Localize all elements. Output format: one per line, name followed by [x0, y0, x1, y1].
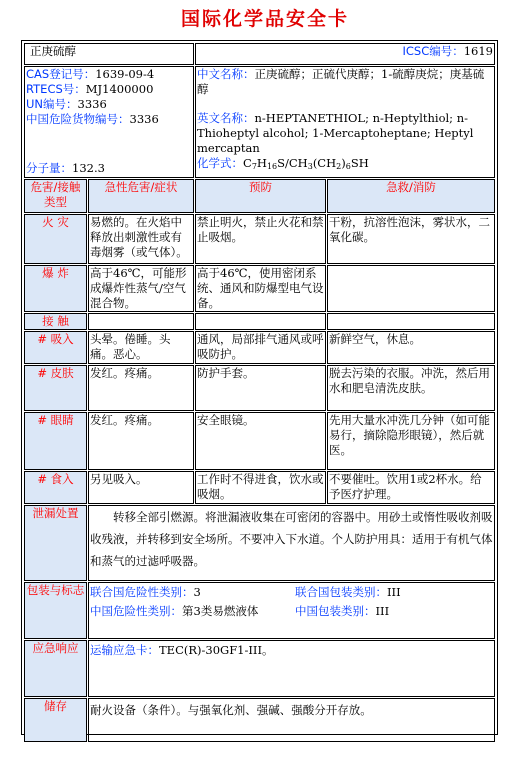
packaging-content: [88, 582, 495, 639]
packaging-line-cn: [90, 602, 493, 621]
category-inhalation: # 吸入: [24, 331, 87, 364]
storage-row: [24, 698, 495, 742]
hazard-row-inhalation: [24, 331, 495, 364]
rtecs-line: [26, 82, 192, 97]
un-class-label: 联合国危险性类别：: [90, 585, 194, 599]
hazard-row-fire: [24, 214, 495, 264]
formula-subscript: 7: [251, 162, 257, 171]
formula-subscript: 3: [307, 162, 313, 171]
icsc-label: ICSC编号：: [402, 44, 464, 58]
mw-line: [26, 161, 105, 176]
inhalation-prevention: 通风，局部排气通风或呼吸防护。: [195, 331, 326, 364]
storage-label: 储存: [24, 698, 87, 742]
emergency-label: 应急响应: [24, 640, 87, 697]
cn-dangerous-line: [26, 112, 192, 127]
category-fire: 火 灾: [24, 214, 87, 264]
formula-part: ): [341, 156, 346, 170]
header-type: 危害/接触类型: [24, 179, 87, 213]
hazard-row-contact: [24, 313, 495, 330]
cn-dangerous-value: 3336: [129, 112, 159, 126]
ingestion-symptoms: 另见吸入。: [88, 471, 194, 504]
eyes-prevention: 安全眼镜。: [195, 412, 326, 470]
un-pack-value: III: [387, 585, 401, 599]
icsc-value: 1619: [463, 44, 494, 58]
ingestion-prevention: 工作时不得进食，饮水或吸烟。: [195, 471, 326, 504]
cas-line: [26, 67, 192, 82]
formula-part: H: [256, 156, 267, 170]
page-title: 国际化学品安全卡: [180, 8, 349, 30]
rtecs-label: RTECS号：: [26, 82, 86, 96]
chemical-name: 正庚硫醇: [30, 44, 76, 58]
explosion-first-aid: [327, 265, 495, 312]
fire-prevention: 禁止明火，禁止火花和禁止吸烟。: [195, 214, 326, 264]
spill-text-content: 转移全部引燃源。将泄漏液收集在可密闭的容器中。用砂土或惰性吸收剂吸收残液，并转移到安全场所。不要冲入下水道。个人防护用具：适用于有机气体和蒸气的过滤呼吸器。: [90, 510, 493, 568]
card-table: [23, 42, 496, 743]
cn-name-line: [197, 67, 493, 97]
cas-label: CAS登记号：: [26, 67, 96, 81]
emergency-card-label: 运输应急卡：: [90, 643, 159, 657]
un-pack-label: 联合国包装类别：: [295, 585, 387, 599]
formula-part: (CH: [312, 156, 337, 170]
names-cell: [195, 66, 495, 178]
header-first-aid: 急救/消防: [327, 179, 495, 213]
emergency-row: [24, 640, 495, 697]
un-label: UN编号：: [26, 97, 78, 111]
rtecs-value: MJ1400000: [85, 82, 154, 96]
mw-label: 分子量：: [26, 161, 72, 175]
identifiers-cell: [24, 66, 194, 178]
cn-dangerous-label: 中国危险货物编号：: [26, 112, 130, 126]
ingestion-first-aid: 不要催吐。饮用1或2杯水。给予医疗护理。: [327, 471, 495, 504]
cn-class-label: 中国危险性类别：: [90, 604, 182, 618]
en-name-label: 英文名称：: [197, 111, 255, 125]
hazard-row-skin: [24, 365, 495, 411]
un-line: [26, 97, 192, 112]
header-symptoms: 急性危害/症状: [88, 179, 194, 213]
skin-prevention: 防护手套。: [195, 365, 326, 411]
icsc-cell: [195, 43, 495, 65]
formula-part: C: [243, 156, 252, 170]
category-explosion: 爆 炸: [24, 265, 87, 312]
formula-part: S/CH: [277, 156, 308, 170]
skin-symptoms: 发红。疼痛。: [88, 365, 194, 411]
skin-first-aid: 脱去污染的衣服。冲洗，然后用水和肥皂清洗皮肤。: [327, 365, 495, 411]
eyes-symptoms: 发红。疼痛。: [88, 412, 194, 470]
category-skin: # 皮肤: [24, 365, 87, 411]
formula-line: [197, 156, 493, 171]
fire-symptoms: 易燃的。在火焰中释放出刺激性或有毒烟雾（或气体）。: [88, 214, 194, 264]
contact-first-aid: [327, 313, 495, 330]
emergency-content: [88, 640, 495, 697]
cas-value: 1639-09-4: [95, 67, 155, 81]
chemical-name-cell: [24, 43, 194, 65]
formula-label: 化学式：: [197, 156, 243, 170]
category-contact: 接 触: [24, 313, 87, 330]
cn-pack-value: III: [375, 604, 390, 618]
spill-text: [88, 505, 495, 581]
category-eyes: # 眼睛: [24, 412, 87, 470]
cn-name-label: 中文名称：: [197, 67, 255, 81]
formula-part: SH: [350, 156, 369, 170]
inhalation-first-aid: 新鲜空气，休息。: [327, 331, 495, 364]
fire-first-aid: 干粉，抗溶性泡沫，雾状水，二氧化碳。: [327, 214, 495, 264]
packaging-row: [24, 582, 495, 639]
formula-subscript: 6: [345, 162, 351, 171]
packaging-label: 包装与标志: [24, 582, 87, 639]
mw-value: 132.3: [72, 161, 105, 175]
formula-subscript: 2: [336, 162, 342, 171]
formula-subscript: 16: [266, 162, 278, 171]
storage-content: [88, 698, 495, 742]
contact-prevention: [195, 313, 326, 330]
eyes-first-aid: 先用大量水冲洗几分钟（如可能易行，摘除隐形眼镜），然后就医。: [327, 412, 495, 470]
header-prevention: 预防: [195, 179, 326, 213]
un-class-value: 3: [193, 585, 201, 599]
spill-label: 泄漏处置: [24, 505, 87, 581]
safety-card: [21, 40, 498, 735]
cn-name-value: 正庚硫醇；正硫代庚醇；1-硫醇庚烷；庚基硫醇: [197, 67, 485, 96]
hazard-row-ingestion: [24, 471, 495, 504]
en-name-line: [197, 111, 493, 156]
packaging-line-un: [90, 583, 493, 602]
hazard-row-eyes: [24, 412, 495, 470]
formula-value: [243, 156, 369, 170]
hazard-row-explosion: [24, 265, 495, 312]
storage-text: 耐火设备（条件）。与强氧化剂、强碱、强酸分开存放。: [90, 703, 372, 717]
explosion-symptoms: 高于46℃，可能形成爆炸性蒸气/空气混合物。: [88, 265, 194, 312]
spill-row: [24, 505, 495, 581]
inhalation-symptoms: 头晕。倦睡。头痛。恶心。: [88, 331, 194, 364]
contact-symptoms: [88, 313, 194, 330]
category-ingestion: # 食入: [24, 471, 87, 504]
emergency-card-value: TEC(R)-30GF1-III。: [159, 643, 274, 657]
un-value: 3336: [77, 97, 107, 111]
cn-pack-label: 中国包装类别：: [295, 604, 376, 618]
en-name-value: n-HEPTANETHIOL; n-Heptylthiol; n-Thioheptyl alcohol; 1-Mercaptoheptane; Heptyl mercaptan: [197, 111, 474, 155]
cn-class-value: 第3类易燃液体: [182, 604, 259, 618]
explosion-prevention: 高于46℃，使用密闭系统、通风和防爆型电气设备。: [195, 265, 326, 312]
